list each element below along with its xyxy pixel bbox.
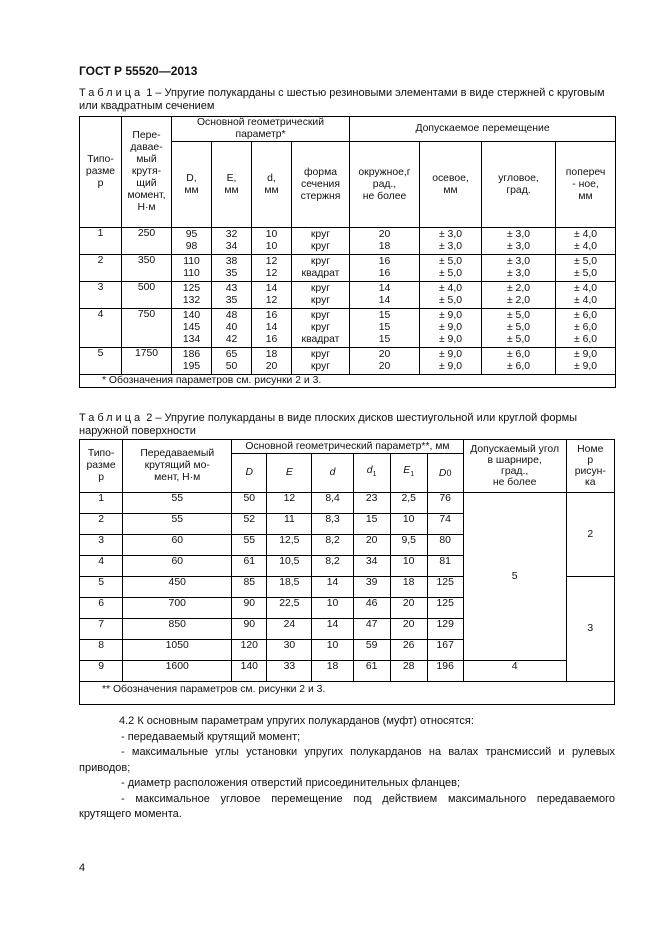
t1-cell: 125 132 [172,282,212,309]
t1-cell: 186 195 [172,348,212,375]
t2-cell: 8 [80,640,123,661]
t2-cell: 6 [80,598,123,619]
t2-cell: 74 [427,514,463,535]
t1-cell: 140 145 134 [172,309,212,348]
t2-cell: 850 [123,619,232,640]
t1-header-torque: Пере- давае- мый крутя- щий момент, Н·м [122,117,172,228]
t1-header-D: D, мм [172,142,212,228]
table2-caption-text: 2 – Упругие полукарданы в виде плоских дисков шестиугольной или круглой формы наружной поверхности [79,412,578,437]
t2-cell: 129 [427,619,463,640]
t1-cell: круг круг [292,348,350,375]
t2-cell: 14 [312,619,353,640]
t2-cell: 8,3 [312,514,353,535]
t2-cell: 55 [123,514,232,535]
t2-cell: 10,5 [267,556,312,577]
t1-cell: ± 5,0 ± 5,0 [556,255,616,282]
t2-angle-group-1: 5 [463,493,566,661]
t1-cell: 95 98 [172,228,212,255]
t2-cell: 61 [353,661,390,682]
t2-header-d1 [353,454,390,493]
t2-cell: 76 [427,493,463,514]
t2-cell: 81 [427,556,463,577]
t2-cell: 1600 [123,661,232,682]
table-row [80,493,615,514]
t2-cell: 90 [232,598,267,619]
t1-cell: ± 2,0 ± 2,0 [482,282,556,309]
t2-header-D0-sub: 0 [446,467,452,478]
t1-cell: 14 12 [252,282,292,309]
t1-cell: 16 16 [350,255,420,282]
t2-cell: 61 [232,556,267,577]
t1-cell: ± 4,0 ± 4,0 [556,228,616,255]
t1-cell: 10 10 [252,228,292,255]
t1-cell: 48 40 42 [212,309,252,348]
t1-cell: 15 15 15 [350,309,420,348]
t2-header-geometry: Основной геометрический параметр**, мм [232,440,463,454]
t2-cell: 59 [353,640,390,661]
t2-cell: 20 [390,619,427,640]
t2-header-D0-symbol: D [438,467,447,479]
t2-cell: 700 [123,598,232,619]
t2-cell: 30 [267,640,312,661]
t1-cell: 5 [80,348,122,375]
t1-cell: 18 20 [252,348,292,375]
t1-cell: ± 3,0 ± 3,0 [482,228,556,255]
t2-cell: 23 [353,493,390,514]
t2-cell: 10 [390,514,427,535]
t2-cell: 60 [123,556,232,577]
table1-caption-text: 1 – Упругие полукарданы с шестью резиновыми элементами в виде стержней с круговым или квадратным сечением [79,87,605,112]
t2-cell: 196 [427,661,463,682]
t1-cell: 12 12 [252,255,292,282]
t2-cell: 18 [390,577,427,598]
t1-cell: 3 [80,282,122,309]
t2-header-E: E [267,454,312,493]
t2-angle-group-2: 4 [463,661,566,682]
t2-cell: 7 [80,619,123,640]
t2-header-D: D [232,454,267,493]
t2-header-figure: Номе р рисун- ка [566,440,614,493]
t2-cell: 140 [232,661,267,682]
t2-cell: 46 [353,598,390,619]
t2-cell: 8,4 [312,493,353,514]
t2-header-d: d [312,454,353,493]
t1-cell: 14 14 [350,282,420,309]
t2-header-angle: Допускаемый угол в шарнире, град., не более [463,440,566,493]
t2-cell: 50 [232,493,267,514]
t2-cell: 28 [390,661,427,682]
t2-cell: 1 [80,493,123,514]
t2-cell: 9 [80,661,123,682]
t2-cell: 8,2 [312,556,353,577]
t1-cell: круг круг [292,228,350,255]
t2-cell: 14 [312,577,353,598]
t2-cell: 11 [267,514,312,535]
t1-cell: 750 [122,309,172,348]
t2-cell: 55 [232,535,267,556]
table-row [80,661,615,682]
t2-cell: 10 [390,556,427,577]
t2-header-E1-sub: 1 [410,471,415,479]
t2-cell: 125 [427,577,463,598]
t1-cell: 250 [122,228,172,255]
table-row [80,228,616,255]
table-row [80,255,616,282]
t2-cell: 60 [123,535,232,556]
list-item: - максимальное угловое перемещение под действием максимального передаваемого крутящего момента. [79,792,615,820]
t2-cell: 18,5 [267,577,312,598]
t1-cell: 65 50 [212,348,252,375]
t1-cell: 1 [80,228,122,255]
document-header: ГОСТ Р 55520—2013 [79,64,198,78]
t1-cell: 38 35 [212,255,252,282]
t2-cell: 5 [80,577,123,598]
t2-cell: 26 [390,640,427,661]
list-item: - максимальные углы установки упругих полукарданов на валах трансмиссий и рулевых приводов; [79,746,615,774]
t2-cell: 15 [353,514,390,535]
t2-cell: 18 [312,661,353,682]
t1-header-angular: угловое, град. [482,142,556,228]
t1-cell: 500 [122,282,172,309]
t1-cell: 1750 [122,348,172,375]
t1-header-movement: Допускаемое перемещение [350,117,616,142]
t1-cell: 4 [80,309,122,348]
t2-cell: 12 [267,493,312,514]
table1 [79,116,616,388]
table1-caption [79,87,614,113]
t1-cell: ± 5,0 ± 5,0 [420,255,482,282]
t1-cell: ± 9,0 ± 9,0 [556,348,616,375]
t2-cell: 20 [353,535,390,556]
t2-cell: 450 [123,577,232,598]
t2-cell: 90 [232,619,267,640]
t2-header-d1-symbol: d [366,464,373,476]
table-row [80,282,616,309]
t1-cell: 43 35 [212,282,252,309]
t1-cell: 2 [80,255,122,282]
t2-cell: 8,2 [312,535,353,556]
t1-cell: 32 34 [212,228,252,255]
t2-cell: 52 [232,514,267,535]
t2-cell: 2 [80,514,123,535]
table-row [80,348,616,375]
table-row [80,309,616,348]
t2-cell: 9,5 [390,535,427,556]
t1-cell: ± 6,0 ± 6,0 ± 6,0 [556,309,616,348]
t1-cell: 110 110 [172,255,212,282]
table2-caption-label: Таблица [79,412,144,424]
t2-cell: 55 [123,493,232,514]
table2-caption [79,412,614,438]
list-item: - диаметр расположения отверстий присоединительных фланцев; [121,777,461,789]
t2-header-E1 [390,454,427,493]
list-item: - передаваемый крутящий момент; [121,730,301,743]
t2-cell: 2,5 [390,493,427,514]
t2-header-typesize: Типо- разме р [80,440,123,493]
t1-header-geometry: Основной геометрический параметр* [172,117,350,142]
t1-cell: круг круг [292,282,350,309]
t2-cell: 1050 [123,640,232,661]
t2-cell: 34 [353,556,390,577]
t2-cell: 10 [312,598,353,619]
t2-cell: 167 [427,640,463,661]
t2-header-E1-symbol: E [403,464,411,476]
body-text [79,714,615,823]
t2-cell: 3 [80,535,123,556]
t1-header-form: форма сечения стержня [292,142,350,228]
t1-cell: 16 14 16 [252,309,292,348]
t1-cell: круг квадрат [292,255,350,282]
t2-cell: 12,5 [267,535,312,556]
t1-cell: ± 4,0 ± 4,0 [556,282,616,309]
t1-cell: ± 3,0 ± 3,0 [420,228,482,255]
t2-header-D0 [427,454,463,493]
t1-cell: 350 [122,255,172,282]
t2-cell: 20 [390,598,427,619]
table1-caption-label: Таблица [79,87,144,99]
page-number: 4 [79,862,86,874]
t1-header-d: d, мм [252,142,292,228]
t2-cell: 125 [427,598,463,619]
t1-cell: ± 5,0 ± 5,0 ± 5,0 [482,309,556,348]
t1-header-radial: попереч - ное, мм [556,142,616,228]
t2-cell: 10 [312,640,353,661]
t1-cell: ± 9,0 ± 9,0 [420,348,482,375]
t2-cell: 4 [80,556,123,577]
t1-header-typesize: Типо- разме р [80,117,122,228]
t2-cell: 39 [353,577,390,598]
t1-cell: ± 3,0 ± 3,0 [482,255,556,282]
paragraph-4-2: 4.2 К основным параметрам упругих полукарданов (муфт) относятся: [119,715,474,727]
t2-footnote: ** Обозначения параметров см. рисунки 2 и 3. [80,682,615,705]
t2-header-torque: Передаваемый крутящий мо- мент, Н·м [123,440,232,493]
t2-header-d1-sub: 1 [372,471,377,479]
t1-cell: ± 6,0 ± 6,0 [482,348,556,375]
t1-cell: ± 4,0 ± 5,0 [420,282,482,309]
t1-header-E: E, мм [212,142,252,228]
t2-cell: 47 [353,619,390,640]
t2-cell: 22,5 [267,598,312,619]
t1-cell: 20 20 [350,348,420,375]
t2-cell: 85 [232,577,267,598]
t2-figure-group-1: 2 [566,493,614,577]
t2-figure-group-2: 3 [566,577,614,682]
t1-cell: ± 9,0 ± 9,0 ± 9,0 [420,309,482,348]
t1-header-axial: осевое, мм [420,142,482,228]
t2-cell: 33 [267,661,312,682]
t2-cell: 80 [427,535,463,556]
t1-cell: 20 18 [350,228,420,255]
table2 [79,439,615,705]
t1-footnote: * Обозначения параметров см. рисунки 2 и 3. [80,375,616,388]
t2-cell: 24 [267,619,312,640]
t2-cell: 120 [232,640,267,661]
t1-header-circumferential: окружное,г рад., не более [350,142,420,228]
t1-cell: круг круг квадрат [292,309,350,348]
